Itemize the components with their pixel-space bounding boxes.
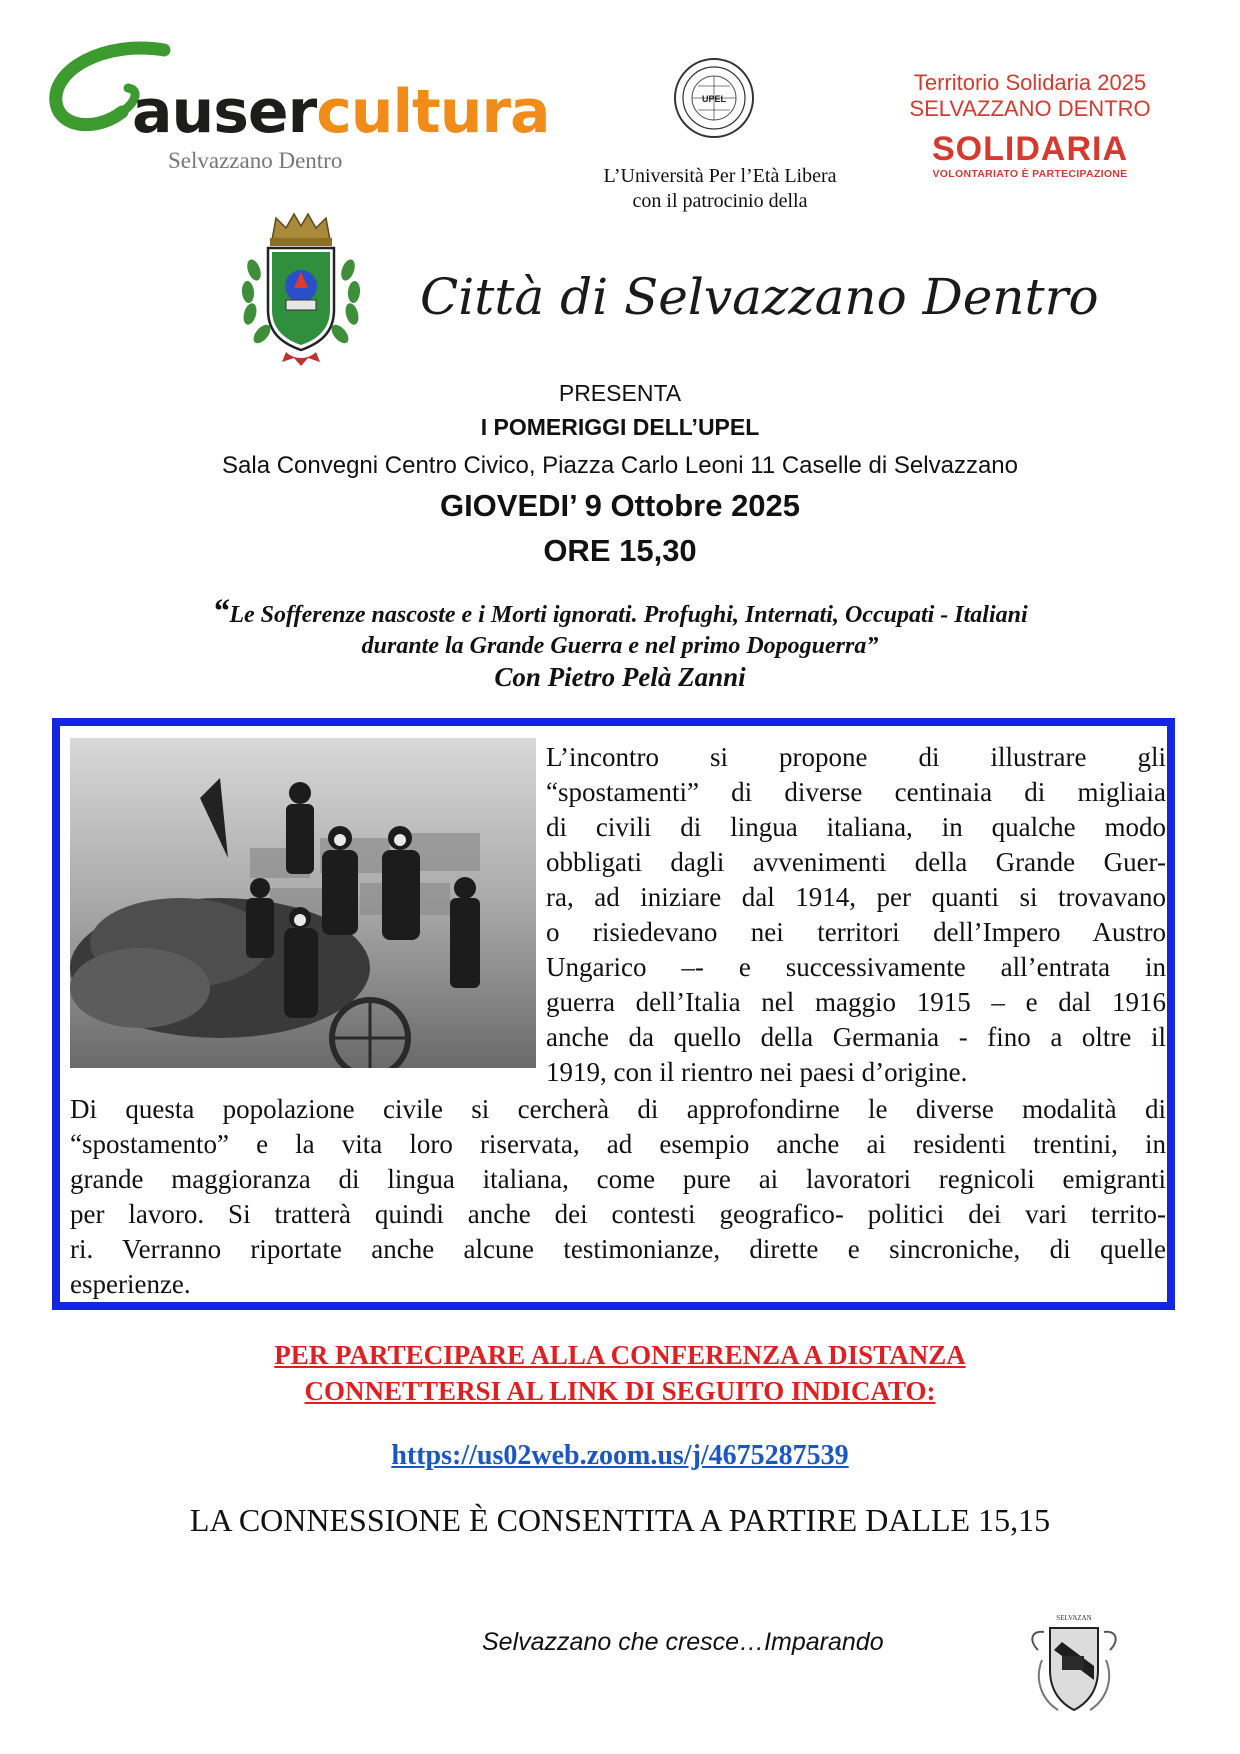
solidaria-line2: SELVAZZANO DENTRO — [909, 96, 1151, 121]
event-time: ORE 15,30 — [543, 533, 697, 568]
auser-cultura-logo — [44, 40, 564, 180]
description-side-text — [546, 740, 1166, 1090]
description-side-line: guerra dell’Italia nel maggio 1915 – e dal 1916 — [546, 987, 1166, 1017]
footer-crest-text: SELVAZAN — [1056, 1614, 1092, 1622]
talk-title-line2: durante la Grande Guerra e nel primo Dopoguerra” — [361, 633, 879, 659]
connection-time-note: LA CONNESSIONE È CONSENTITA A PARTIRE DALLE 15,15 — [189, 1502, 1051, 1538]
upel-seal-text: UPEL — [701, 94, 727, 104]
upel-seal-icon — [672, 56, 756, 140]
remote-participation-line2: CONNETTERSI AL LINK DI SEGUITO INDICATO: — [304, 1376, 936, 1406]
description-full-line: grande maggioranza di lingua italiana, come pure ai lavoratori regnicoli emigranti — [70, 1164, 1166, 1194]
speaker-name: Con Pietro Pelà Zanni — [494, 662, 746, 692]
description-full-line: per lavoro. Si tratterà quindi anche dei contesti geografico- politici dei vari territo- — [70, 1199, 1166, 1229]
solidaria-brand: SOLIDARIA — [932, 130, 1128, 168]
description-side-line: di civili di lingua italiana, in qualche modo — [546, 812, 1166, 842]
description-side-line: obbligati dagli avvenimenti della Grande Guer- — [546, 847, 1166, 877]
description-full-line: esperienze. — [70, 1269, 191, 1299]
description-full-line: “spostamento” e la vita loro riservata, ad esempio anche ai residenti trentini, in — [70, 1129, 1166, 1159]
upel-caption-line1: L’Università Per l’Età Libera — [603, 165, 837, 187]
description-side-line: L’incontro si propone di illustrare gli — [546, 742, 1166, 772]
description-full-line: Di questa popolazione civile si cercherà di approfondirne le diverse modalità di — [70, 1094, 1166, 1124]
event-venue: Sala Convegni Centro Civico, Piazza Carlo Leoni 11 Caselle di Selvazzano — [222, 452, 1018, 479]
description-side-line: “spostamenti” di diverse centinaia di migliaia — [546, 777, 1166, 807]
description-frame — [52, 718, 1175, 1310]
city-title: Città di Selvazzano Dentro — [420, 268, 1099, 326]
selvazzano-crest-icon — [236, 210, 366, 370]
description-side-line: ra, ad iniziare dal 1914, per quanti si trovavano — [546, 882, 1166, 912]
talk-title-line1: Le Sofferenze nascoste e i Morti ignorati. Profughi, Internati, Occupati - Italiani — [229, 602, 1028, 628]
description-full-line: ri. Verranno riportate anche alcune testimonianze, dirette e sincroniche, di quelle — [70, 1234, 1166, 1264]
footer-crest-icon — [1028, 1610, 1120, 1720]
description-full-text — [70, 1092, 1166, 1302]
historic-refugees-photo — [70, 738, 536, 1068]
footer-slogan: Selvazzano che cresce…Imparando — [482, 1628, 884, 1656]
solidaria-logo — [860, 70, 1200, 180]
auser-subtitle: Selvazzano Dentro — [168, 148, 343, 173]
description-side-line: Ungarico –- e successivamente all’entrata in — [546, 952, 1166, 982]
zoom-meeting-link[interactable]: https://us02web.zoom.us/j/4675287539 — [391, 1440, 849, 1471]
remote-participation-line1: PER PARTECIPARE ALLA CONFERENZA A DISTANZA — [274, 1340, 966, 1370]
presents-label: PRESENTA — [558, 380, 682, 406]
upel-caption — [540, 164, 900, 214]
upel-caption-line2: con il patrocinio della — [632, 190, 808, 212]
auser-word-part2: cultura — [316, 77, 550, 147]
description-side-line: 1919, con il rientro nei paesi d’origine. — [546, 1057, 968, 1087]
auser-word-part1: auser — [132, 77, 317, 147]
event-series: I POMERIGGI DELL’UPEL — [480, 414, 760, 440]
auser-wordmark — [132, 77, 550, 147]
talk-title: “Le Sofferenze nascoste e i Morti ignorati. Profughi, Internati, Occupati - Italiani durante la Grande Guerra e nel primo Dopoguerra” — [100, 596, 1140, 662]
description-side-line: o risiedevano nei territori dell’Impero Austro — [546, 917, 1166, 947]
solidaria-tagline: VOLONTARIATO È PARTECIPAZIONE — [932, 168, 1128, 180]
event-date: GIOVEDI’ 9 Ottobre 2025 — [439, 488, 801, 523]
solidaria-line1: Territorio Solidaria 2025 — [913, 70, 1147, 95]
description-side-line: anche da quello della Germania - fino a oltre il — [546, 1022, 1166, 1052]
